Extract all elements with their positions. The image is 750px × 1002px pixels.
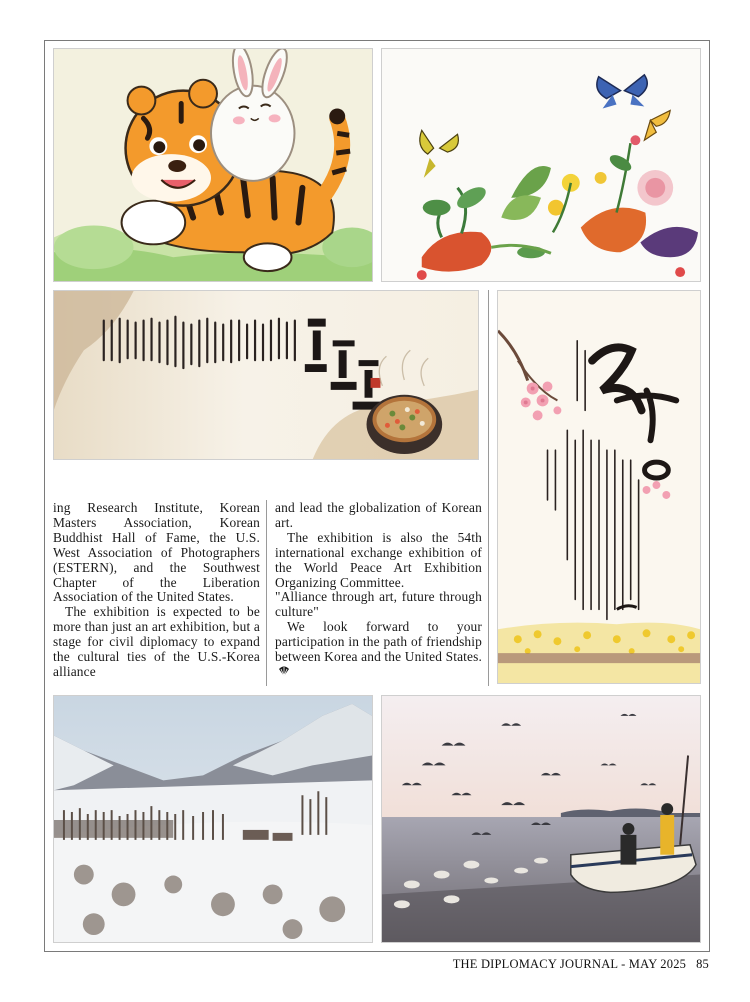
article-paragraph <box>275 620 482 680</box>
calligraphy-soup-painting <box>53 290 479 460</box>
article-paragraph: ing Research Institute, Korean Masters Association, Korean Buddhist Hall of Fame, the U.S. West Association of Photographers (ESTERN), and the Southwest Chapter of the Liberation Association of the United States. <box>53 500 260 605</box>
article-paragraph: The exhibition is expected to be more than just an art exhibition, but a stage for civil diplomacy to expand the cultural ties of the U.S.-Korea alliance <box>53 604 260 679</box>
tiger-rabbit-illustration <box>53 48 373 282</box>
article-paragraph: The exhibition is also the 54th international exchange exhibition of the World Peace Art Exhibition Organizing Committee. <box>275 529 482 590</box>
hometown-calligraphy-painting <box>497 290 701 684</box>
publication-name: THE DIPLOMACY JOURNAL - MAY 2025 <box>452 957 687 971</box>
snowy-mountain-photo <box>53 695 373 943</box>
article-closing-text: We look forward to your participation in the path of friendship between Korea and the United States. <box>275 619 482 665</box>
column-rule <box>266 500 267 686</box>
article-column-1 <box>53 501 260 680</box>
column-rule <box>488 290 489 686</box>
seagull-boat-photo <box>381 695 701 943</box>
shell-end-mark-icon <box>278 665 290 677</box>
page-number: 85 <box>696 957 709 971</box>
article-paragraph: "Alliance through art, future through culture" <box>275 589 482 620</box>
article-column-2 <box>275 501 482 680</box>
page-footer <box>453 957 709 972</box>
butterfly-flower-painting <box>381 48 701 282</box>
article-paragraph: and lead the globalization of Korean art. <box>275 500 482 530</box>
